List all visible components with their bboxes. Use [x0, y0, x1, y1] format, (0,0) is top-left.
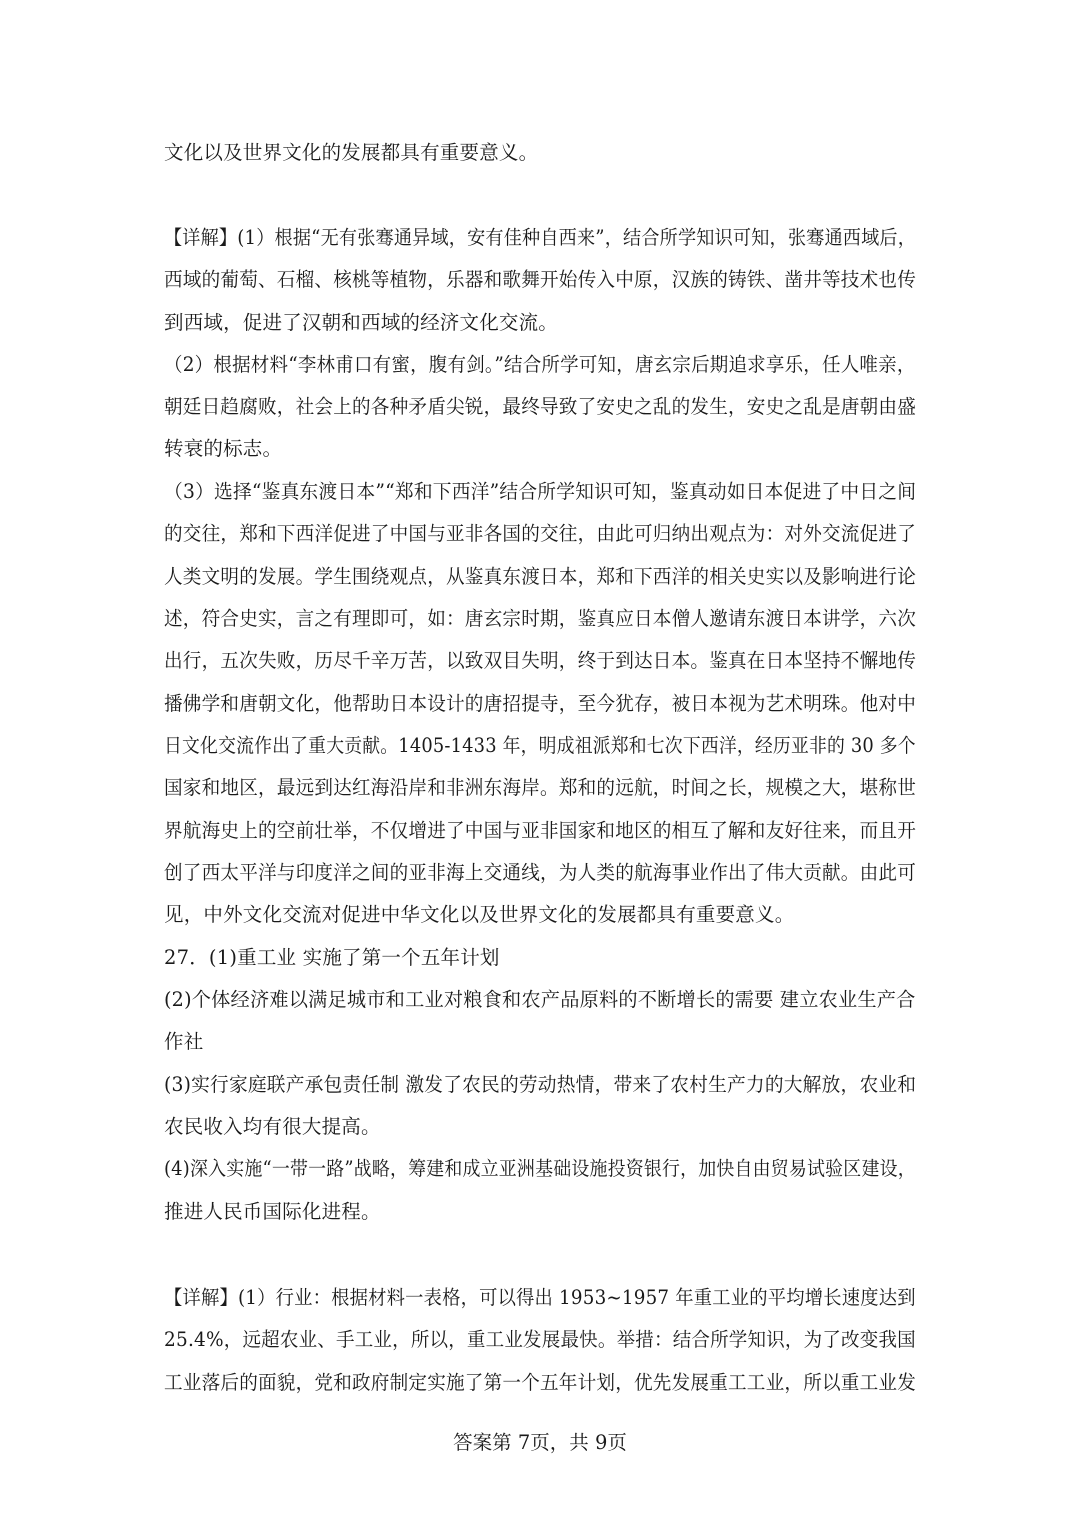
text-line: (3)实行家庭联产承包责任制 激发了农民的劳动热情，带来了农村生产力的大解放，农业和	[164, 1073, 917, 1096]
text-line: （3）选择“鉴真东渡日本”“郑和下西洋”结合所学知识可知，鉴真动如日本促进了中日之间	[164, 480, 917, 503]
page-footer: 答案第 7页，共 9页	[453, 1431, 627, 1454]
text-line: 【详解】(1）行业：根据材料一表格，可以得出 1953~1957 年重工业的平均增长速度达到	[164, 1286, 916, 1309]
text-line: 文化以及世界文化的发展都具有重要意义。	[164, 141, 539, 164]
text-line: 转衰的标志。	[164, 437, 283, 460]
text-line: 【详解】(1）根据“无有张骞通异域，安有佳种自西来”，结合所学知识可知，张骞通西域后，	[164, 226, 917, 249]
text-line: 出行，五次失败，历尽千辛万苦，以致双目失明，终于到达日本。鉴真在日本坚持不懈地传	[164, 649, 917, 672]
text-line: (4)深入实施“一带一路”战略，筹建和成立亚洲基础设施投资银行，加快自由贸易试验区建设，	[164, 1157, 916, 1180]
text-line: 播佛学和唐朝文化，他帮助日本设计的唐招提寺，至今犹存，被日本视为艺术明珠。他对中	[164, 692, 917, 715]
text-line: 朝廷日趋腐败，社会上的各种矛盾尖锐，最终导致了安史之乱的发生，安史之乱是唐朝由盛	[164, 395, 917, 418]
text-line: 推进人民币国际化进程。	[164, 1200, 381, 1223]
text-line: 西域的葡萄、石榴、核桃等植物，乐器和歌舞开始传入中原，汉族的铸铁、凿井等技术也传	[164, 268, 917, 291]
text-line: 创了西太平洋与印度洋之间的亚非海上交通线，为人类的航海事业作出了伟大贡献。由此可	[164, 861, 917, 884]
text-line: 见，中外文化交流对促进中华文化以及世界文化的发展都具有重要意义。	[164, 903, 795, 926]
text-line: 到西域，促进了汉朝和西域的经济文化交流。	[164, 311, 559, 334]
text-line: 25.4%，远超农业、手工业，所以，重工业发展最快。举措：结合所学知识，为了改变我国	[164, 1328, 916, 1351]
text-line: 工业落后的面貌，党和政府制定实施了第一个五年计划，优先发展重工工业，所以重工业发	[164, 1371, 917, 1394]
text-line: 27．(1)重工业 实施了第一个五年计划	[164, 946, 500, 969]
text-line: 作社	[164, 1030, 204, 1053]
text-line: 人类文明的发展。学生围绕观点，从鉴真东渡日本，郑和下西洋的相关史实以及影响进行论	[164, 565, 917, 588]
text-line: 界航海史上的空前壮举，不仅增进了中国与亚非国家和地区的相互了解和友好往来，而且开	[164, 819, 917, 842]
text-line: 农民收入均有很大提高。	[164, 1115, 381, 1138]
text-line: (2)个体经济难以满足城市和工业对粮食和农产品原料的不断增长的需要 建立农业生产合	[164, 988, 916, 1011]
text-line: 国家和地区，最远到达红海沿岸和非洲东海岸。郑和的远航，时间之长，规模之大，堪称世	[164, 776, 917, 799]
text-line: 述，符合史实，言之有理即可，如：唐玄宗时期，鉴真应日本僧人邀请东渡日本讲学，六次	[164, 607, 917, 630]
text-line: （2）根据材料“李林甫口有蜜，腹有剑。”结合所学可知，唐玄宗后期追求享乐，任人唯亲，	[164, 353, 916, 376]
text-line: 日文化交流作出了重大贡献。1405-1433 年，明成祖派郑和七次下西洋，经历亚非的 30 多个	[164, 734, 916, 757]
text-line: 的交往，郑和下西洋促进了中国与亚非各国的交往，由此可归纳出观点为：对外交流促进了	[164, 522, 917, 545]
